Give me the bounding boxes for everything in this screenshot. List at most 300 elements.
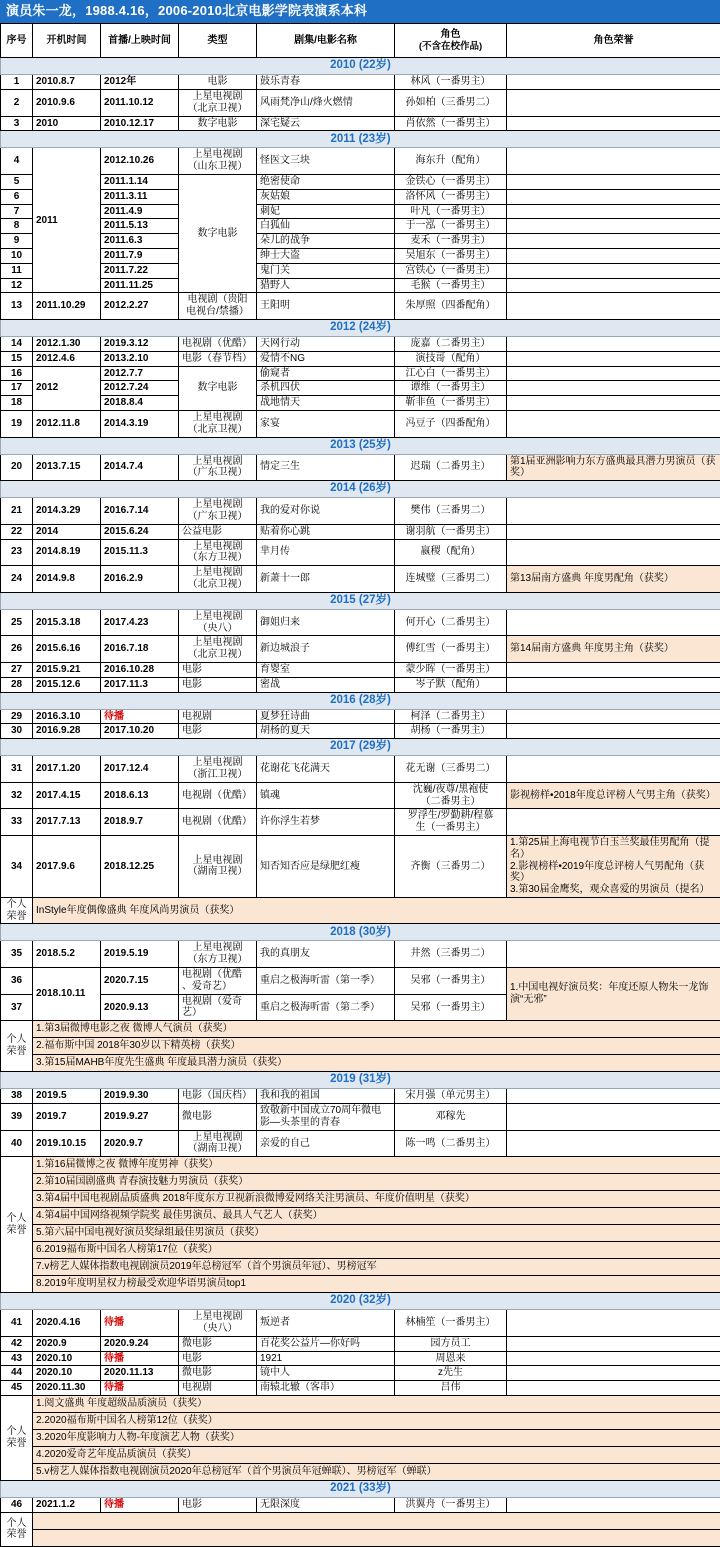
year-band-label-line: 2012 (24岁) — [330, 321, 391, 333]
cell-role-honor — [507, 278, 720, 293]
cell-work-title — [257, 809, 395, 836]
cell-start-date-line: 2020.9 — [36, 1338, 67, 1349]
cell-role-line: 于一泓（一番男主） — [406, 220, 496, 231]
cell-index — [1, 234, 33, 249]
cell-index-line: 5 — [14, 176, 20, 187]
table-header — [1, 24, 720, 58]
table-row[interactable] — [1, 1381, 720, 1396]
year-band-label — [1, 692, 720, 709]
table-row[interactable] — [1, 1130, 720, 1157]
cell-work-title — [257, 609, 395, 636]
personal-honor-item — [33, 1174, 720, 1191]
table-row[interactable] — [1, 454, 720, 481]
table-row[interactable] — [1, 351, 720, 366]
cell-start-date-line: 2012.4.6 — [36, 353, 75, 364]
cell-type-line: 电影 — [182, 725, 202, 736]
table-row[interactable] — [1, 234, 720, 249]
cell-role-honor — [507, 1381, 720, 1396]
year-band-row — [1, 1481, 720, 1498]
cell-index-line: 8 — [14, 220, 20, 231]
cell-start-date — [33, 782, 101, 809]
year-band-row — [1, 320, 720, 337]
cell-air-date — [101, 75, 179, 90]
cell-air-date — [101, 941, 179, 968]
table-row[interactable] — [1, 396, 720, 411]
cell-start-date — [33, 410, 101, 437]
cell-role-honor — [507, 1498, 720, 1513]
cell-role-honor — [507, 381, 720, 396]
cell-start-date-line: 2012.1.30 — [36, 338, 81, 349]
cell-type — [179, 498, 257, 525]
table-row[interactable] — [1, 609, 720, 636]
cell-index — [1, 677, 33, 692]
cell-role-line: 园方员工 — [431, 1338, 471, 1349]
cell-role — [395, 90, 507, 117]
personal-honor-item-line: 1.第16届微博之夜 微博年度男神（获奖） — [36, 1159, 218, 1170]
cell-role-line: 宫铁心（一番男主） — [406, 265, 496, 276]
cell-index — [1, 524, 33, 539]
cell-index-line: 44 — [11, 1367, 22, 1378]
cell-index — [1, 1089, 33, 1104]
cell-index — [1, 498, 33, 525]
cell-air-date-text: 2012.10.26 — [104, 155, 154, 166]
table-row[interactable] — [1, 1310, 720, 1337]
cell-work-title-line: 怪医文三块 — [260, 155, 310, 166]
cell-role — [395, 1366, 507, 1381]
cell-work-title — [257, 1351, 395, 1366]
cell-role-line: 罗浮生/罗勤耕/程慕 — [408, 810, 494, 821]
cell-air-date — [101, 1381, 179, 1396]
cell-role — [395, 662, 507, 677]
cell-index-line: 29 — [11, 711, 22, 722]
cell-role-line: 蒙少晖（一番男主） — [406, 664, 496, 675]
cell-index — [1, 709, 33, 724]
cell-start-date-line: 2017.1.20 — [36, 763, 81, 774]
table-row[interactable] — [1, 636, 720, 663]
table-row[interactable] — [1, 1336, 720, 1351]
cell-role — [395, 1336, 507, 1351]
cell-role-honor — [507, 968, 720, 1021]
cell-start-date — [33, 636, 101, 663]
cell-work-title-line: 战地情天 — [260, 397, 300, 408]
cell-air-date — [101, 662, 179, 677]
cell-air-date-text: 2017.4.23 — [104, 617, 149, 628]
cell-start-date-line: 2017.7.13 — [36, 816, 81, 827]
cell-index — [1, 278, 33, 293]
cell-index-line: 21 — [11, 505, 22, 516]
personal-honor-item-line: 5.v榜艺人媒体指数电视剧演员2020年总榜冠军（首个男演员年冠蝉联）、男榜冠军（蝉联） — [36, 1466, 437, 1477]
cell-role-line: 连城璧（三番男二） — [406, 573, 496, 584]
cell-role-honor — [507, 539, 720, 566]
year-band-label — [1, 437, 720, 454]
cell-role-honor-line: 1.中国电视好演员奖：年度还原人物朱一龙饰演“无邪” — [510, 982, 708, 1005]
table-row[interactable] — [1, 249, 720, 264]
cell-type-line: 上星电视剧 — [193, 942, 243, 953]
cell-index — [1, 1366, 33, 1381]
table-row[interactable] — [1, 941, 720, 968]
cell-work-title-line: 致敬新中国成立70周年微电影—头茶里的青春 — [260, 1105, 381, 1128]
cell-role-honor-line: 1.第25届上海电视节白玉兰奖最佳男配角（提名） — [510, 837, 709, 860]
table-row[interactable] — [1, 410, 720, 437]
cell-role-line: 靳非鱼（一番男主） — [406, 397, 496, 408]
cell-start-date-line: 2011 — [36, 215, 58, 226]
cell-role-honor — [507, 189, 720, 204]
personal-honor-item — [33, 1225, 720, 1242]
cell-role-line: z先生 — [438, 1367, 463, 1378]
personal-honor-row — [1, 1529, 720, 1546]
cell-start-date-line: 2016.3.10 — [36, 711, 81, 722]
cell-work-title-line: 镜中人 — [260, 1367, 290, 1378]
table-row[interactable] — [1, 809, 720, 836]
year-band-row — [1, 739, 720, 756]
personal-honor-row — [1, 1038, 720, 1055]
cell-air-date — [101, 351, 179, 366]
cell-index-line: 17 — [11, 382, 22, 393]
personal-honor-item-line: 2.第10届国剧盛典 青春演技魅力男演员（获奖） — [36, 1176, 248, 1187]
cell-index — [1, 1310, 33, 1337]
cell-type — [179, 75, 257, 90]
cell-work-title — [257, 1089, 395, 1104]
cell-role-honor — [507, 366, 720, 381]
table-body — [1, 58, 720, 1547]
table-row[interactable] — [1, 756, 720, 783]
cell-air-date — [101, 293, 179, 320]
cell-role — [395, 941, 507, 968]
table-row[interactable] — [1, 1351, 720, 1366]
cell-role — [395, 249, 507, 264]
cell-index-line: 27 — [11, 664, 22, 675]
personal-honor-item-line: 7.v榜艺人媒体指数电视剧演员2019年总榜冠军（首个男演员年冠）、男榜冠军 — [36, 1261, 377, 1272]
cell-type-line: （东方卫视） — [188, 552, 248, 563]
cell-work-title-line: 我和我的祖国 — [260, 1090, 320, 1101]
cell-type — [179, 1498, 257, 1513]
table-row[interactable] — [1, 189, 720, 204]
cell-type-line: 电视剧（优酷） — [182, 816, 252, 827]
column-header-role — [395, 24, 507, 58]
cell-index-line: 1 — [14, 76, 20, 87]
cell-index-line: 6 — [14, 191, 20, 202]
cell-air-date — [101, 381, 179, 396]
year-band-label-line: 2010 (22岁) — [330, 59, 391, 71]
cell-type-line: 微电影 — [182, 1367, 212, 1378]
table-row[interactable] — [1, 782, 720, 809]
cell-work-title — [257, 1366, 395, 1381]
personal-honor-label — [1, 897, 33, 924]
cell-role — [395, 116, 507, 131]
column-header-title: 剧集/电影名称 — [257, 24, 395, 58]
cell-work-title — [257, 1310, 395, 1337]
year-band-label — [1, 592, 720, 609]
table-row[interactable] — [1, 204, 720, 219]
cell-air-date-text: 2011.3.11 — [104, 191, 147, 202]
table-row[interactable] — [1, 175, 720, 190]
cell-type — [179, 410, 257, 437]
cell-role — [395, 189, 507, 204]
cell-type — [179, 1366, 257, 1381]
cell-type — [179, 148, 257, 175]
cell-air-date-text: 2019.5.19 — [104, 948, 149, 959]
cell-air-date-text: 2016.2.9 — [104, 573, 143, 584]
cell-role — [395, 636, 507, 663]
cell-index — [1, 835, 33, 897]
cell-air-date — [101, 90, 179, 117]
cell-air-date — [101, 410, 179, 437]
cell-start-date-line: 2020.4.16 — [36, 1317, 81, 1328]
table-row[interactable] — [1, 524, 720, 539]
cell-air-date — [101, 724, 179, 739]
cell-role-honor — [507, 498, 720, 525]
table-row[interactable] — [1, 968, 720, 995]
cell-index — [1, 1381, 33, 1396]
cell-role — [395, 566, 507, 593]
cell-role-line: 生（一番男主） — [416, 822, 486, 833]
cell-role-line: 周恩来 — [436, 1353, 466, 1364]
cell-air-date-text: 2011.5.13 — [104, 220, 148, 231]
cell-index-line: 11 — [11, 265, 22, 276]
year-band-label-line: 2017 (29岁) — [330, 740, 391, 752]
cell-index — [1, 1130, 33, 1157]
cell-index — [1, 968, 33, 995]
cell-air-date-text: 2011.11.25 — [104, 280, 153, 291]
cell-role-honor — [507, 724, 720, 739]
cell-role-line: 林楠笙（一番男主） — [406, 1317, 496, 1328]
personal-honor-row — [1, 1512, 720, 1529]
personal-honor-row — [1, 1396, 720, 1413]
filmography-table — [0, 23, 720, 1547]
cell-work-title-line: 南辕北辙（客串） — [260, 1382, 340, 1393]
year-band-label — [1, 739, 720, 756]
cell-type-line: 电影（国庆档） — [182, 1090, 252, 1101]
cell-index — [1, 116, 33, 131]
cell-index-line: 25 — [11, 617, 22, 628]
cell-air-date — [101, 498, 179, 525]
column-header-role-sub: (不含在校作品) — [398, 41, 503, 52]
table-row[interactable] — [1, 293, 720, 320]
table-row[interactable] — [1, 116, 720, 131]
cell-role — [395, 677, 507, 692]
cell-start-date-line: 2011.10.29 — [36, 300, 86, 311]
cell-start-date — [33, 609, 101, 636]
cell-air-date-text: 2012.2.27 — [104, 300, 149, 311]
cell-index-line: 31 — [11, 763, 22, 774]
table-row[interactable] — [1, 1089, 720, 1104]
year-band-row — [1, 437, 720, 454]
year-band-label-line: 2014 (26岁) — [330, 482, 391, 494]
cell-type — [179, 994, 257, 1021]
table-row[interactable] — [1, 566, 720, 593]
cell-role — [395, 75, 507, 90]
cell-start-date — [33, 566, 101, 593]
table-row[interactable] — [1, 90, 720, 117]
cell-air-date-text: 2016.7.14 — [104, 505, 149, 516]
cell-start-date-line: 2018.5.2 — [36, 948, 75, 959]
cell-type — [179, 809, 257, 836]
cell-work-title — [257, 1336, 395, 1351]
cell-index — [1, 249, 33, 264]
cell-work-title — [257, 524, 395, 539]
cell-work-title — [257, 782, 395, 809]
personal-honor-row — [1, 897, 720, 924]
cell-work-title — [257, 278, 395, 293]
cell-air-date-text: 2020.9.7 — [104, 1138, 143, 1149]
cell-type-line: 电视剧（贵阳 — [188, 294, 248, 305]
cell-role-line: 宋月强（单元男主） — [406, 1090, 496, 1101]
table-row[interactable] — [1, 1498, 720, 1513]
cell-work-title-line: 夏梦狂诗曲 — [260, 711, 310, 722]
cell-type-line: （广东卫视） — [188, 511, 248, 522]
cell-index-line: 43 — [11, 1353, 22, 1364]
table-row[interactable] — [1, 1366, 720, 1381]
cell-role-line: 叶凡（一番男主） — [411, 206, 491, 217]
cell-index — [1, 396, 33, 411]
cell-index — [1, 724, 33, 739]
cell-role-honor — [507, 263, 720, 278]
cell-index-line: 3 — [14, 118, 20, 129]
cell-start-date — [33, 1089, 101, 1104]
cell-start-date-line: 2019.5 — [36, 1090, 67, 1101]
personal-honor-item — [33, 1055, 720, 1072]
cell-role-honor — [507, 396, 720, 411]
table-row[interactable] — [1, 709, 720, 724]
cell-work-title-line: 密战 — [260, 679, 280, 690]
table-row[interactable] — [1, 219, 720, 234]
table-row[interactable] — [1, 337, 720, 352]
cell-type-line: 电影 — [182, 679, 202, 690]
cell-type-line: 电视剧（优酷） — [182, 338, 252, 349]
cell-work-title-line: 我的真朋友 — [260, 948, 310, 959]
cell-role-line: 孙如柏（三番男二） — [406, 97, 496, 108]
cell-role — [395, 498, 507, 525]
table-row[interactable] — [1, 1104, 720, 1131]
year-band-label-line: 2020 (32岁) — [330, 1294, 391, 1306]
table-row[interactable] — [1, 662, 720, 677]
cell-start-date — [33, 662, 101, 677]
cell-start-date — [33, 1130, 101, 1157]
cell-air-date-text: 2020.9.13 — [104, 1002, 149, 1013]
personal-honor-label — [1, 1512, 33, 1546]
cell-work-title — [257, 1381, 395, 1396]
cell-air-date — [101, 337, 179, 352]
year-band-label — [1, 131, 720, 148]
table-row[interactable] — [1, 381, 720, 396]
cell-role-honor — [507, 1310, 720, 1337]
cell-role — [395, 809, 507, 836]
cell-role — [395, 835, 507, 897]
column-header-air: 首播/上映时间 — [101, 24, 179, 58]
personal-honor-item-line: 3.第4届中国电视剧品质盛典 2018年度东方卫视新浪微博爱网络关注男演员、年度价值明星（获奖） — [36, 1193, 475, 1204]
cell-index-line: 20 — [11, 461, 22, 472]
year-band-label-line: 2015 (27岁) — [330, 594, 391, 606]
personal-honor-label — [1, 1396, 33, 1481]
column-header-honor: 角色荣誉 — [507, 24, 720, 58]
cell-air-date-text: 2020.9.24 — [104, 1338, 149, 1349]
table-row[interactable] — [1, 677, 720, 692]
cell-role-line: 洪翼舟（一番男主） — [406, 1499, 496, 1510]
cell-role-honor — [507, 219, 720, 234]
cell-role-line: 海东升（配角） — [416, 155, 486, 166]
cell-role — [395, 396, 507, 411]
cell-air-date-text: 2020.7.15 — [104, 975, 149, 986]
cell-index — [1, 994, 33, 1021]
table-row[interactable] — [1, 75, 720, 90]
cell-role-honor — [507, 835, 720, 897]
cell-index-line: 30 — [11, 725, 22, 736]
table-row[interactable] — [1, 498, 720, 525]
year-band-row — [1, 1072, 720, 1089]
cell-start-date-line: 2021.1.2 — [36, 1499, 75, 1510]
cell-air-date — [101, 782, 179, 809]
table-row[interactable] — [1, 263, 720, 278]
cell-work-title-line: 情定三生 — [260, 461, 300, 472]
cell-air-date-text: 2011.1.14 — [104, 176, 148, 187]
cell-start-date — [33, 1104, 101, 1131]
cell-start-date — [33, 724, 101, 739]
cell-start-date — [33, 524, 101, 539]
cell-start-date — [33, 116, 101, 131]
cell-start-date-line: 2015.9.21 — [36, 664, 81, 675]
cell-index — [1, 539, 33, 566]
cell-index-line: 36 — [11, 975, 22, 986]
table-row[interactable] — [1, 835, 720, 897]
cell-type-line: 电视剧 — [182, 1382, 212, 1393]
cell-index-line: 23 — [11, 546, 22, 557]
personal-honor-item-line: 1.阅文盛典 年度超级品质演员（获奖） — [36, 1398, 207, 1409]
table-row[interactable] — [1, 724, 720, 739]
cell-start-date-line: 2015.3.18 — [36, 617, 81, 628]
cell-role — [395, 609, 507, 636]
cell-air-date-text: 2018.8.4 — [104, 397, 143, 408]
cell-index — [1, 662, 33, 677]
cell-air-date-text: 2015.6.24 — [104, 526, 149, 537]
cell-role-line: 金铁心（一番男主） — [406, 176, 496, 187]
cell-role-line: 岑子默（配角） — [416, 679, 486, 690]
cell-index — [1, 263, 33, 278]
cell-air-date-text: 2017.11.3 — [104, 679, 148, 690]
cell-air-date-text: 2019.9.27 — [104, 1111, 149, 1122]
personal-honor-row — [1, 1259, 720, 1276]
cell-work-title — [257, 994, 395, 1021]
cell-index — [1, 189, 33, 204]
header-row — [1, 24, 720, 58]
cell-type-line: 上星电视剧 — [193, 499, 243, 510]
cell-role — [395, 1130, 507, 1157]
table-row[interactable] — [1, 148, 720, 175]
table-row[interactable] — [1, 539, 720, 566]
table-row[interactable] — [1, 278, 720, 293]
cell-index-line: 37 — [11, 1002, 22, 1013]
cell-start-date — [33, 941, 101, 968]
cell-air-date-text: 2011.10.12 — [104, 97, 154, 108]
cell-role — [395, 175, 507, 190]
personal-honor-item — [33, 1430, 720, 1447]
personal-honor-item — [33, 1242, 720, 1259]
cell-role-honor — [507, 410, 720, 437]
cell-start-date — [33, 1498, 101, 1513]
cell-index-line: 32 — [11, 790, 22, 801]
personal-honor-item — [33, 897, 720, 924]
cell-air-date-text: 2015.11.3 — [104, 546, 148, 557]
cell-role — [395, 263, 507, 278]
cell-start-date — [33, 293, 101, 320]
cell-index-line: 14 — [11, 338, 22, 349]
cell-type — [179, 756, 257, 783]
year-band-label — [1, 1481, 720, 1498]
year-band-label — [1, 1072, 720, 1089]
year-band-label-line: 2021 (33岁) — [330, 1482, 391, 1494]
cell-type-line: （东方卫视） — [188, 954, 248, 965]
cell-air-date — [101, 1351, 179, 1366]
table-row[interactable] — [1, 366, 720, 381]
